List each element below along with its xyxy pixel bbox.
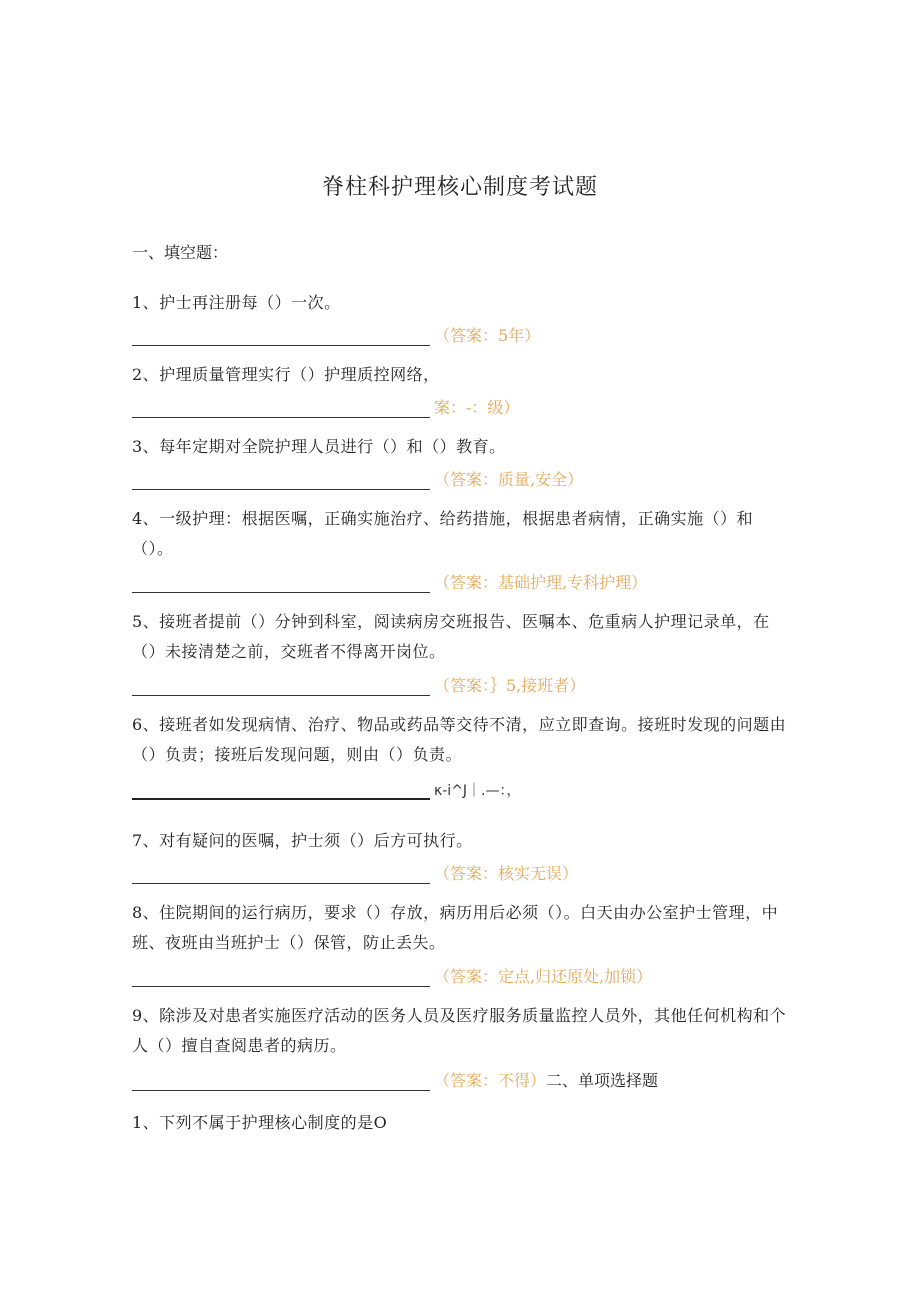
blank-underline bbox=[132, 780, 430, 800]
question-9: 9、除涉及对患者实施医疗活动的医务人员及医疗服务质量监控人员外，其他任何机构和个人（）擅自查阅患者的病历。 bbox=[132, 1006, 787, 1055]
blank-underline bbox=[132, 1072, 430, 1091]
section-heading-fill-blank: 一、填空题： bbox=[132, 243, 229, 262]
question-5: 5、接班者提前（）分钟到科室，阅读病房交班报告、医嘱本、危重病人护理记录单，在（）未接清楚之前，交班者不得离开岗位。 bbox=[132, 612, 770, 661]
answer-line-4 bbox=[132, 569, 647, 593]
blank-underline bbox=[132, 865, 430, 884]
question-8: 8、住院期间的运行病历，要求（）存放，病历用后必须（）。白天由办公室护士管理，中班、夜班由当班护士（）保管，防止丢失。 bbox=[132, 903, 779, 952]
page-title: 脊柱科护理核心制度考试题 bbox=[321, 175, 598, 200]
blank-underline bbox=[132, 968, 430, 987]
answer-line-8 bbox=[132, 963, 652, 987]
answer-3: （答案：质量,安全） bbox=[434, 470, 584, 489]
question-2: 2、护理质量管理实行（）护理质控网络， bbox=[132, 365, 440, 384]
blank-underline bbox=[132, 677, 430, 696]
answer-line-2 bbox=[132, 394, 519, 418]
answer-2: 案：-：级） bbox=[434, 398, 520, 417]
question-6: 6、接班者如发现病情、治疗、物品或药品等交待不清，应立即查询。接班时发现的问题由（）负责；接班后发现问题，则由（）负责。 bbox=[132, 715, 787, 764]
section-heading-single-choice: 二、单项选择题 bbox=[546, 1071, 659, 1090]
answer-8: （答案：定点,归还原处,加锁） bbox=[434, 967, 653, 986]
blank-underline bbox=[132, 471, 430, 490]
answer-line-7 bbox=[132, 860, 578, 884]
answer-5: （答案：｝5,接班者） bbox=[434, 676, 586, 695]
question-3: 3、每年定期对全院护理人员进行（）和（）教育。 bbox=[132, 437, 506, 456]
question-1: 1、护士再注册每（）一次。 bbox=[132, 293, 341, 312]
answer-6: κ-i^J｜.—：， bbox=[434, 783, 521, 799]
answer-7: （答案：核实无误） bbox=[434, 864, 579, 883]
answer-4: （答案：基础护理,专科护理） bbox=[434, 573, 648, 592]
answer-line-3 bbox=[132, 466, 583, 490]
blank-underline bbox=[132, 574, 430, 593]
choice-question-1: 1、下列不属于护理核心制度的是O bbox=[132, 1113, 388, 1132]
answer-line-9 bbox=[132, 1067, 658, 1091]
answer-9: （答案：不得） bbox=[434, 1071, 547, 1090]
answer-line-5 bbox=[132, 672, 585, 696]
question-7: 7、对有疑问的医嘱，护士须（）后方可执行。 bbox=[132, 831, 473, 850]
blank-underline bbox=[132, 399, 430, 418]
answer-line-6 bbox=[132, 776, 521, 800]
answer-line-1 bbox=[132, 322, 540, 346]
answer-1: （答案：5年） bbox=[434, 326, 541, 345]
question-4: 4、一级护理：根据医嘱，正确实施治疗、给药措施，根据患者病情，正确实施（）和（）。 bbox=[132, 509, 754, 558]
blank-underline bbox=[132, 327, 430, 346]
